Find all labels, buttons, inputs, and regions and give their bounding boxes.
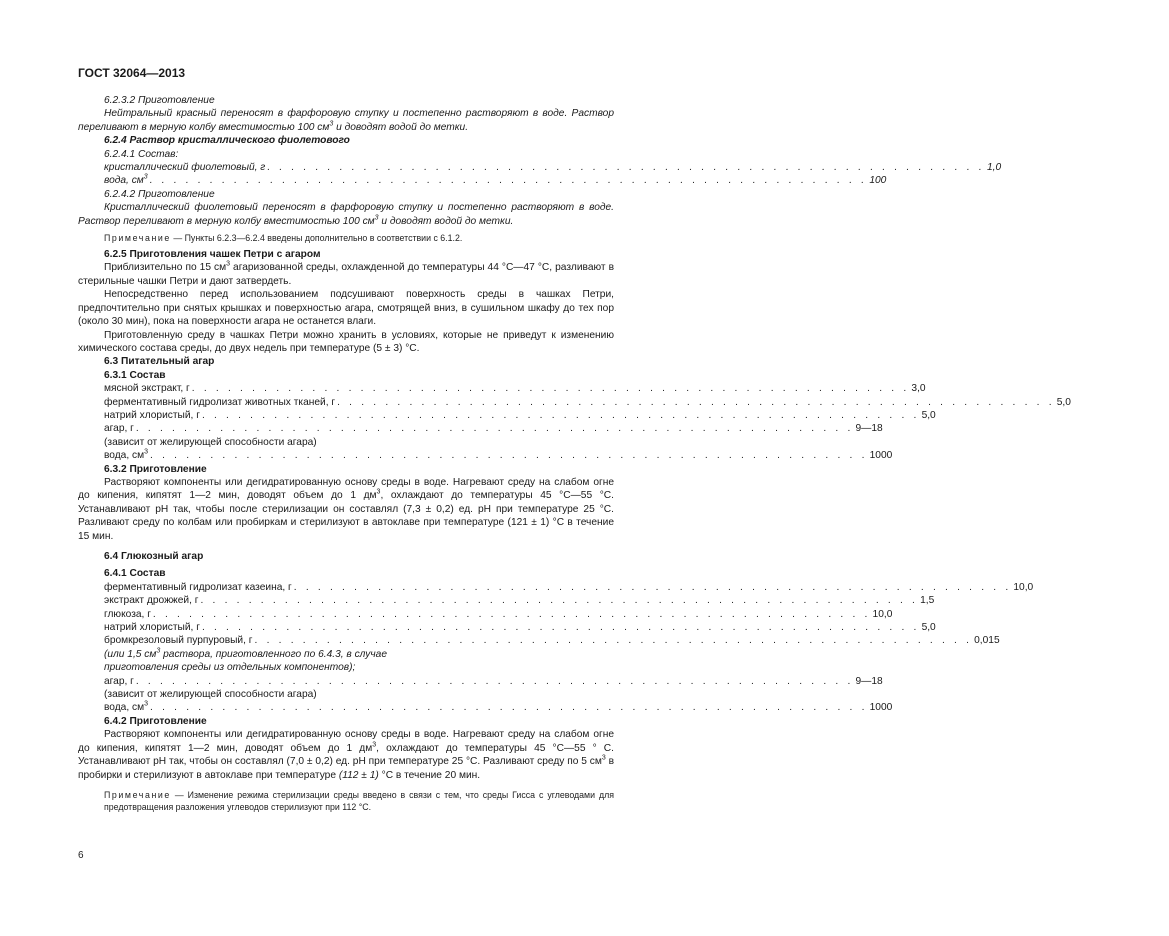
composition-row: натрий хлористый, г . . . . . . . . . . . . . . . . . . . . . . . . . . . . . . . . . . . . . . . . . . . . . . . . . . . . . . . . . . . . 5,0 [104, 622, 936, 634]
composition-row: экстракт дрожжей, г . . . . . . . . . . . . . . . . . . . . . . . . . . . . . . . . . . . . . . . . . . . . . . . . . . . . . . . . . . . . 1,5 [104, 595, 935, 607]
composition-row: глюкоза, г . . . . . . . . . . . . . . . . . . . . . . . . . . . . . . . . . . . . . . . . . . . . . . . . . . . . . . . . . . . . 10,0 [104, 608, 893, 620]
composition-row: вода, $см^3$ . . . . . . . . . . . . . . . . . . . . . . . . . . . . . . . . . . . . . . . . . . . . . . . . . . . . . . . . . . . . 100 [104, 174, 887, 187]
sub-heading-6-3-2: 6.3.2 Приготовление [104, 463, 207, 475]
composition-row: вода, $см^3$ . . . . . . . . . . . . . . . . . . . . . . . . . . . . . . . . . . . . . . . . . . . . . . . . . . . . . . . . . . . . 1000 [104, 448, 893, 462]
alternative-note: (или 1,5 $см^3$ раствора, приготовленного по 6.4.3, в случае приготовления среды из отдельных компонентов); [104, 647, 387, 674]
composition-row: бромкрезоловый пурпуровый, г . . . . . . . . . . . . . . . . . . . . . . . . . . . . . . . . . . . . . . . . . . . . . . . . . . . . . . . . . . . . 0,015 [104, 635, 1000, 647]
paragraph-6-2-3-2: Нейтральный красный переносят в фарфоровую ступку и постепенно растворяют в воде. Раствор переливают в мерную колбу вместимостью 100 $см^3$ и доводят водой до метки. [78, 108, 614, 133]
sub-heading-6-3-1: 6.3.1 Состав [104, 369, 166, 381]
sub-heading-6-4-1: 6.4.1 Состав [104, 568, 166, 580]
paragraph-6-2-5-3: Приготовленную среду в чашках Петри можно хранить в условиях, которые не приведут к изменению химического состава среды, до двух недель при температуре (5 ± 3) °С. [78, 329, 614, 354]
sub-heading-6-2-4-2: 6.2.4.2 Приготовление [104, 188, 215, 200]
paragraph-6-4-2: Растворяют компоненты или дегидратированную основу среды в воде. Нагревают среду на слабом огне до кипения, кипятят 1—2 мин, доводят объем до 1 $дм^3$, охлаждают до температуры 45 °С—55 ° С. Устанавливают pH так, чтобы он составлял (7,0 ± 0,2) ед. pH при температуре 25 °С. Разливают среду по 5 $см^3$ в пробирки и стерилизуют в автоклаве при температуре (112 ± 1) °С в течение 20 мин. [78, 729, 614, 781]
agar-note: (зависит от желирующей способности агара) [104, 689, 317, 701]
composition-row: кристаллический фиолетовый, г . . . . . . . . . . . . . . . . . . . . . . . . . . . . . . . . . . . . . . . . . . . . . . . . . . . . . . . . . . . . 1,0 [104, 162, 1002, 174]
composition-row: ферментативный гидролизат животных тканей, г . . . . . . . . . . . . . . . . . . . . . . . . . . . . . . . . . . . . . . . . . . . . . . . . . . . . . . . . . . . . 5,0 [104, 396, 1071, 408]
composition-row: натрий хлористый, г . . . . . . . . . . . . . . . . . . . . . . . . . . . . . . . . . . . . . . . . . . . . . . . . . . . . . . . . . . . . 5,0 [104, 409, 936, 421]
document-header: ГОСТ 32064—2013 [78, 66, 186, 80]
note-2: Примечание — Изменение режима стерилизации среды введено в связи с тем, что среды Гисса с углеводами для предотвращения разложения углеводов стерилизуют при 112 °С. [104, 789, 614, 812]
sub-heading-6-4-2: 6.4.2 Приготовление [104, 715, 207, 727]
page-number: 6 [78, 850, 84, 861]
note-1: Примечание — Пункты 6.2.3—6.2.4 введены дополнительно в соответствии с 6.1.2. [104, 233, 463, 244]
composition-row: агар, г . . . . . . . . . . . . . . . . . . . . . . . . . . . . . . . . . . . . . . . . . . . . . . . . . . . . . . . . . . . . 9—18 [104, 423, 883, 435]
section-heading-6-4: 6.4 Глюкозный агар [104, 551, 204, 562]
paragraph-6-2-4-2: Кристаллический фиолетовый переносят в фарфоровую ступку и постепенно растворяют в воде. Раствор переливают в мерную колбу вместимостью 100 $см^3$ и доводят водой до метки. [78, 202, 614, 227]
paragraph-6-2-5-1: Приблизительно по 15 $см^3$ агаризованной среды, охлажденной до температуры 44 °С—47 °С, разливают в стерильные чашки Петри и дают затвердеть. [78, 261, 614, 287]
agar-note: (зависит от желирующей способности агара) [104, 436, 317, 448]
composition-row: мясной экстракт, г . . . . . . . . . . . . . . . . . . . . . . . . . . . . . . . . . . . . . . . . . . . . . . . . . . . . . . . . . . . . 3,0 [104, 383, 926, 395]
section-heading-6-2-5: 6.2.5 Приготовления чашек Петри с агаром [104, 249, 321, 261]
composition-row: ферментативный гидролизат казеина, г . . . . . . . . . . . . . . . . . . . . . . . . . . . . . . . . . . . . . . . . . . . . . . . . . . . . . . . . . . . . 10,0 [104, 581, 1034, 593]
page-content [78, 94, 1071, 813]
section-heading-6-2-3-2: 6.2.3.2 Приготовление [104, 95, 215, 106]
composition-row: вода, $см^3$ . . . . . . . . . . . . . . . . . . . . . . . . . . . . . . . . . . . . . . . . . . . . . . . . . . . . . . . . . . . . 1000 [104, 701, 893, 714]
sub-heading-6-2-4-1: 6.2.4.1 Состав: [104, 148, 179, 160]
paragraph-6-3-2: Растворяют компоненты или дегидратированную основу среды в воде. Нагревают среду на слабом огне до кипения, кипятят 1—2 мин, доводят объем до 1 $дм^3$, охлаждают до температуры 45 °С—55 °С. Устанавливают pH так, чтобы после стерилизации он составлял (7,3 ± 0,2) ед. pH при температуре 25 °С. Разливают среду по колбам или пробиркам и стерилизуют в автоклаве при температуре (121 ± 1) °С в течение 15 мин. [78, 476, 614, 542]
section-heading-6-3: 6.3 Питательный агар [104, 356, 215, 368]
section-heading-6-2-4: 6.2.4 Раствор кристаллического фиолетового [104, 135, 350, 147]
paragraph-6-2-5-2: Непосредственно перед использованием подсушивают поверхность среды в чашках Петри, предпочтительно при снятых крышках и поверхностью агара, смотрящей вниз, в сушильном шкафу до тех пор (около 30 мин), пока на поверхности агара не останется влаги. [78, 289, 614, 328]
composition-row: агар, г . . . . . . . . . . . . . . . . . . . . . . . . . . . . . . . . . . . . . . . . . . . . . . . . . . . . . . . . . . . . 9—18 [104, 675, 883, 687]
